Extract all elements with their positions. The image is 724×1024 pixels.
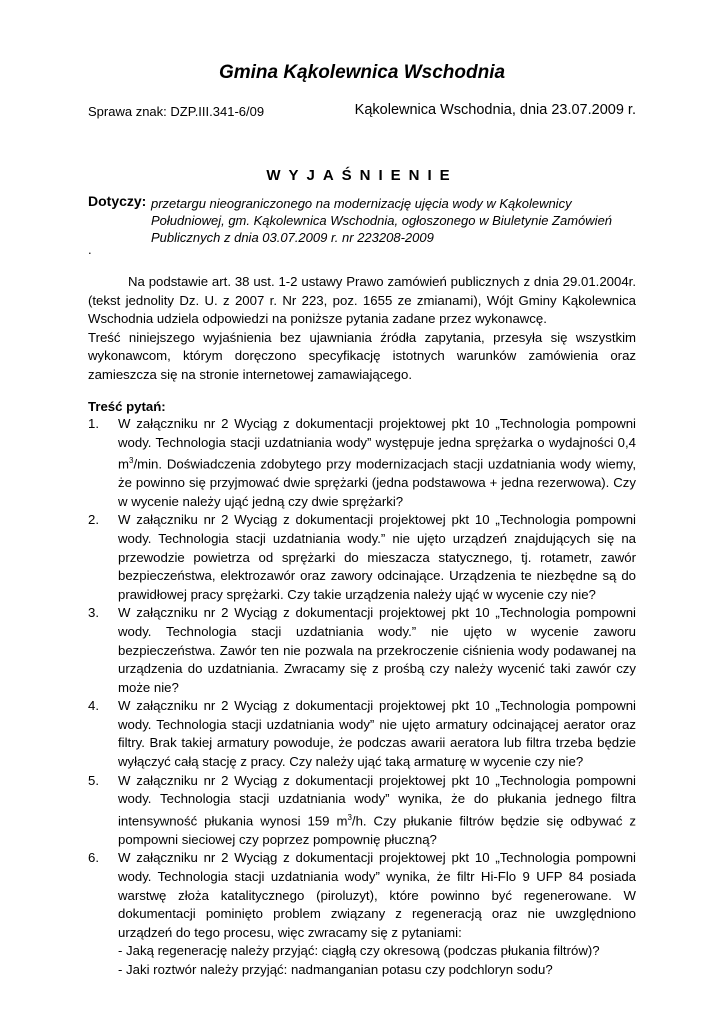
- place-date: Kąkolewnica Wschodnia, dnia 23.07.2009 r.: [354, 102, 636, 118]
- question-item: [88, 697, 636, 771]
- municipality-title: Gmina Kąkolewnica Wschodnia: [218, 62, 506, 83]
- regarding-label: Dotyczy:: [88, 193, 147, 209]
- sub-question: - Jaką regenerację należy przyjąć: ciągłą czy okresową (podczas płukania filtrów)?: [118, 943, 600, 959]
- question-number: 4.: [88, 698, 99, 714]
- question-number: 2.: [88, 512, 99, 528]
- questions-list: [88, 415, 636, 980]
- document-heading: WYJAŚNIENIE: [266, 167, 458, 184]
- questions-heading: Treść pytań:: [88, 399, 166, 414]
- question-text: W załączniku nr 2 Wyciąg z dokumentacji projektowej pkt 10 „Technologia pompowni wody. Technologia stacji uzdatniania wody.” nie ujęto w wycenie zaworu bezpieczeństwa. Zawór ten nie pozwala na przekroczenie ciśnienia wody podawanej na urządzenia do uzdatniania. Zwracamy się z prośbą czy należy wycenić taki zawór czy może nie?: [118, 605, 636, 695]
- question-item: [88, 511, 636, 604]
- intro-paragraph: Treść niniejszego wyjaśnienia bez ujawniania źródła zapytania, przesyła się wszystkim wykonawcom, którym doręczono specyfikację istotnych warunków zamówienia oraz zamieszcza się na stronie internetowej zamawiającego.: [88, 329, 636, 382]
- case-reference: Sprawa znak: DZP.III.341-6/09: [88, 104, 265, 119]
- question-item: [88, 849, 636, 979]
- question-text: W załączniku nr 2 Wyciąg z dokumentacji projektowej pkt 10 „Technologia pompowni wody. Technologia stacji uzdatniania wody” wynika, że do płukania jednego filtra intensywność płukania wynosi 159 $m^3/h$. Czy płukanie filtrów będzie się odbywać z pompowni sieciowej czy poprzez pompownię płuczną?: [118, 772, 636, 847]
- sub-question: - Jaki roztwór należy przyjąć: nadmanganian potasu czy podchloryn sodu?: [118, 962, 553, 977]
- question-text: W załączniku nr 2 Wyciąg z dokumentacji projektowej pkt 10 „Technologia pompowni wody. Technologia stacji uzdatniania wody” nie ujęto armatury odcinającej aerator oraz filtry. Brak takiej armatury powoduje, że podczas awarii aeratora lub filtra trzeba będzie wyłączyć całą stację z pracy. Czy należy ująć taką armaturę w wycenie czy nie?: [118, 698, 636, 770]
- regarding-text: przetargu nieograniczonego na modernizację ujęcia wody w Kąkolewnicy Południowej, gm. Kąkolewnica Wschodnia, ogłoszonego w Biuletynie Zamówień Publicznych z dnia 03.07.2009 r. nr 223208-2009: [151, 196, 613, 245]
- question-text: W załączniku nr 2 Wyciąg z dokumentacji projektowej pkt 10 „Technologia pompowni wody. Technologia stacji uzdatniania wody” wynika, że filtr Hi-Flo 9 UFP 84 posiada warstwę złoża katalitycznego (piroluzyt), które powinno być regenerowane. W dokumentacji pominięto problem związany z regeneracją oraz nie uwzględniono urządzeń do tego procesu, więc zwracamy się z pytaniami: - Jaką regenerację należy przyjąć: ciągłą czy okresową (podczas płukania filtrów)? - Jaki roztwór należy przyjąć: nadmanganian potasu czy podchloryn sodu?: [118, 849, 636, 979]
- intro-paragraph: Na podstawie art. 38 ust. 1-2 ustawy Prawo zamówień publicznych z dnia 29.01.2004r. (tekst jednolity Dz. U. z 2007 r. Nr 223, poz. 1655 ze zmianami), Wójt Gminy Kąkolewnica Wschodnia udziela odpowiedzi na poniższe pytania zadane przez wykonawcę.: [88, 274, 636, 327]
- stray-mark: .: [88, 242, 92, 257]
- question-number: 1.: [88, 416, 99, 431]
- question-item: [88, 415, 636, 511]
- question-item: [88, 772, 636, 850]
- intro-section: [88, 273, 636, 385]
- question-item: [88, 604, 636, 697]
- question-text: W załączniku nr 2 Wyciąg z dokumentacji projektowej pkt 10 „Technologia pompowni wody. Technologia stacji uzdatniania wody.” nie ujęto urządzeń znajdujących się na przewodzie powietrza od sprężarki do mieszacza statycznego, tj. rotametr, zawór bezpieczeństwa, elektrozawór oraz zawory odcinające. Urządzenia te niezbędne są do prawidłowej pracy sprężarki. Czy takie urządzenia należy ująć w wycenie czy nie?: [118, 512, 636, 602]
- question-text: W załączniku nr 2 Wyciąg z dokumentacji projektowej pkt 10 „Technologia pompowni wody. Technologia stacji uzdatniania wody” występuje jedna sprężarka o wydajności 0,4 $m^3/\min$. Doświadczenia zdobytego przy modernizacjach stacji uzdatniania wody wiemy, że powinno się przyjmować dwie sprężarki (jedna podstawowa + jedna rezerwowa). Czy w wycenie należy ująć jedną czy dwie sprężarki?: [118, 416, 636, 509]
- question-number: 5.: [88, 772, 99, 788]
- question-number: 6.: [88, 850, 99, 866]
- question-number: 3.: [88, 605, 99, 621]
